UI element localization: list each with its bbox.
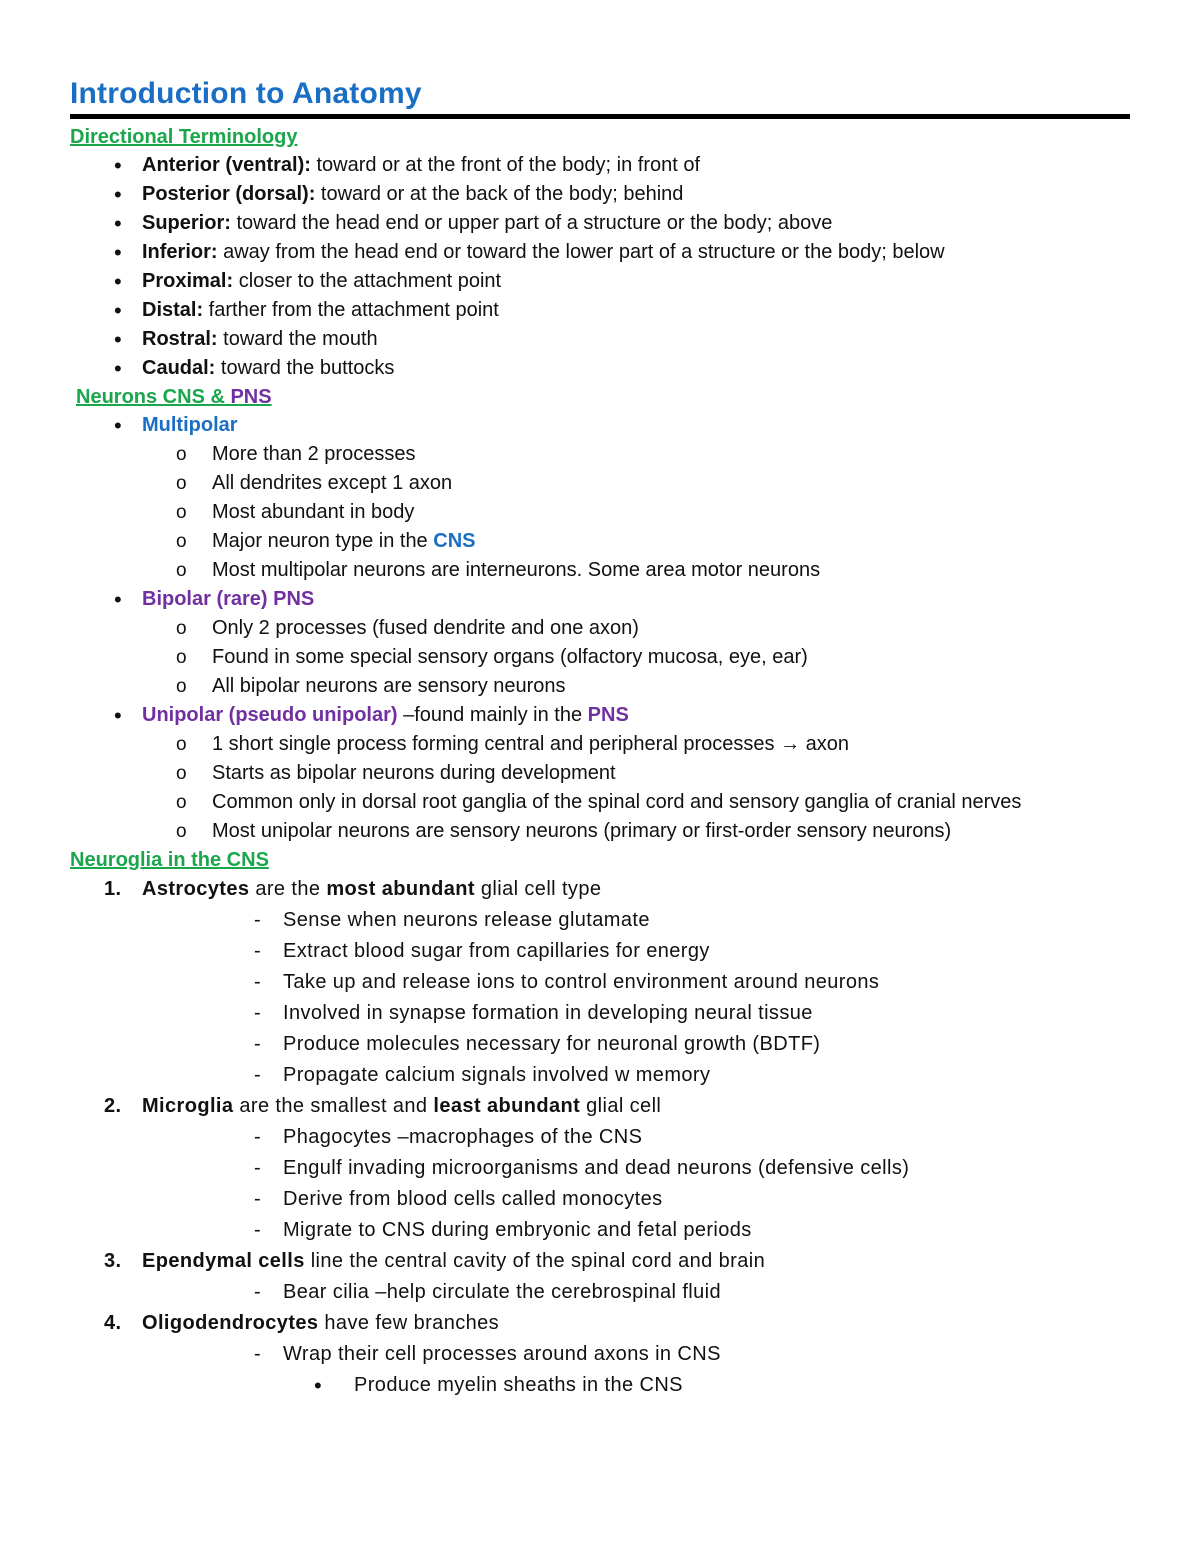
emphasis: most abundant (326, 878, 475, 900)
list-item (70, 354, 1130, 383)
term: Rostral: (142, 328, 218, 350)
bullet-icon: • (314, 1373, 323, 1398)
sub-text: Only 2 processes (fused dendrite and one axon) (212, 617, 639, 639)
sub-item (70, 643, 1130, 672)
sub-text: Produce myelin sheaths in the CNS (354, 1374, 683, 1396)
definition: toward or at the back of the body; behind (315, 183, 684, 205)
term: Distal: (142, 299, 204, 321)
dash-marker: - (254, 1157, 262, 1179)
sub-item (70, 614, 1130, 643)
circle-bullet-icon: o (176, 444, 187, 465)
circle-bullet-icon: o (176, 473, 187, 494)
list-item (70, 180, 1130, 209)
dash-item (70, 1339, 1130, 1370)
arrow-right-icon: → (780, 733, 801, 755)
heading-pns: PNS (230, 386, 272, 408)
dash-marker: - (254, 1002, 262, 1024)
page-title: Introduction to Anatomy (70, 77, 422, 110)
sub-text: Involved in synapse formation in developing neural tissue (283, 1002, 813, 1024)
term: Superior: (142, 212, 231, 234)
item-number: 2. (104, 1095, 122, 1117)
list-item-bipolar (70, 585, 1130, 614)
sub-text: Take up and release ions to control environment around neurons (283, 971, 880, 993)
circle-bullet-icon: o (176, 763, 187, 784)
list-item-multipolar (70, 411, 1130, 440)
dash-marker: - (254, 1219, 262, 1241)
dash-marker: - (254, 1281, 262, 1303)
list-item (70, 296, 1130, 325)
list-item (70, 209, 1130, 238)
sub-text: Phagocytes –macrophages of the CNS (283, 1126, 643, 1148)
definition: farther from the attachment point (203, 299, 499, 321)
dash-item (70, 967, 1130, 998)
bullet-icon: • (114, 211, 122, 236)
term: Astrocytes (142, 878, 250, 900)
text: have few branches (318, 1312, 500, 1334)
bullet-icon: • (114, 327, 122, 352)
numbered-item (70, 874, 1130, 905)
sub-item (70, 527, 1130, 556)
circle-bullet-icon: o (176, 560, 187, 581)
sub-text: Most unipolar neurons are sensory neurons (primary or first-order sensory neurons) (212, 820, 952, 842)
bullet-icon: • (114, 587, 122, 612)
dash-marker: - (254, 1033, 262, 1055)
term: Proximal: (142, 270, 234, 292)
term: Ependymal cells (142, 1250, 305, 1272)
term: Anterior (ventral): (142, 154, 311, 176)
section-heading-neurons (70, 383, 1130, 411)
item-number: 4. (104, 1312, 122, 1334)
neuron-type-label: Unipolar (pseudo unipolar) (142, 704, 398, 726)
bullet-icon: • (114, 269, 122, 294)
list-item (70, 267, 1130, 296)
section-heading-directional: Directional Terminology (70, 126, 298, 148)
bullet-icon: • (114, 413, 122, 438)
sub-sub-item (70, 1370, 1130, 1401)
text: glial cell (580, 1095, 662, 1117)
list-item (70, 151, 1130, 180)
sub-text: Extract blood sugar from capillaries for energy (283, 940, 710, 962)
circle-bullet-icon: o (176, 792, 187, 813)
circle-bullet-icon: o (176, 502, 187, 523)
numbered-item (70, 1091, 1130, 1122)
sub-item (70, 469, 1130, 498)
sub-item (70, 730, 1130, 759)
circle-bullet-icon: o (176, 531, 187, 552)
term: Inferior: (142, 241, 218, 263)
definition: toward or at the front of the body; in front of (310, 154, 701, 176)
sub-item (70, 759, 1130, 788)
sub-item (70, 817, 1130, 846)
bullet-icon: • (114, 703, 122, 728)
bullet-icon: • (114, 153, 122, 178)
dash-marker: - (254, 1064, 262, 1086)
neuron-type-label: Bipolar (rare) PNS (142, 588, 315, 610)
sub-item (70, 672, 1130, 701)
dash-item (70, 936, 1130, 967)
sub-item (70, 556, 1130, 585)
pns-term: PNS (587, 704, 629, 726)
emphasis: least abundant (433, 1095, 581, 1117)
dash-marker: - (254, 1126, 262, 1148)
sub-text: Most multipolar neurons are interneurons. Some area motor neurons (212, 559, 821, 581)
numbered-item (70, 1246, 1130, 1277)
dash-item (70, 1029, 1130, 1060)
term: Oligodendrocytes (142, 1312, 319, 1334)
neuron-type-label: Multipolar (142, 414, 238, 436)
circle-bullet-icon: o (176, 821, 187, 842)
dash-item (70, 1184, 1130, 1215)
list-item (70, 238, 1130, 267)
dash-marker: - (254, 1188, 262, 1210)
sub-text: Propagate calcium signals involved w memory (283, 1064, 711, 1086)
section-heading-neuroglia: Neuroglia in the CNS (70, 849, 269, 871)
cns-term: CNS (433, 530, 476, 552)
axon-text: axon (800, 733, 850, 755)
dash-item (70, 905, 1130, 936)
unipolar-rest: –found mainly in the (397, 704, 588, 726)
text: are the smallest and (233, 1095, 434, 1117)
sub-text: Most abundant in body (212, 501, 415, 523)
dash-item (70, 1215, 1130, 1246)
circle-bullet-icon: o (176, 676, 187, 697)
sub-text: Sense when neurons release glutamate (283, 909, 650, 931)
sub-text: Starts as bipolar neurons during development (212, 762, 616, 784)
dash-item (70, 1277, 1130, 1308)
definition: closer to the attachment point (233, 270, 502, 292)
sub-text: Produce molecules necessary for neuronal growth (BDTF) (283, 1033, 821, 1055)
dash-marker: - (254, 909, 262, 931)
list-item-unipolar (70, 701, 1130, 730)
text: glial cell type (474, 878, 602, 900)
heading-part: Neurons CNS & (76, 386, 231, 408)
bullet-icon: • (114, 356, 122, 381)
dash-item (70, 1060, 1130, 1091)
definition: away from the head end or toward the lower part of a structure or the body; below (217, 241, 945, 263)
sub-item (70, 440, 1130, 469)
definition: toward the buttocks (215, 357, 395, 379)
dash-item (70, 1122, 1130, 1153)
dash-marker: - (254, 971, 262, 993)
text: line the central cavity of the spinal cord and brain (304, 1250, 766, 1272)
circle-bullet-icon: o (176, 647, 187, 668)
dash-item (70, 1153, 1130, 1184)
bullet-icon: • (114, 240, 122, 265)
title-rule (70, 114, 1130, 119)
document-page (70, 74, 1130, 1401)
term: Posterior (dorsal): (142, 183, 316, 205)
term: Caudal: (142, 357, 216, 379)
circle-bullet-icon: o (176, 618, 187, 639)
sub-text: More than 2 processes (212, 443, 416, 465)
sub-text: Common only in dorsal root ganglia of the spinal cord and sensory ganglia of cranial nerves (212, 791, 1022, 813)
list-item (70, 325, 1130, 354)
sub-item (70, 498, 1130, 527)
circle-bullet-icon: o (176, 734, 187, 755)
bullet-icon: • (114, 182, 122, 207)
sub-text: All bipolar neurons are sensory neurons (212, 675, 566, 697)
bullet-icon: • (114, 298, 122, 323)
text: are the (249, 878, 327, 900)
item-number: 3. (104, 1250, 122, 1272)
dash-marker: - (254, 1343, 262, 1365)
definition: toward the mouth (217, 328, 378, 350)
sub-text: Migrate to CNS during embryonic and fetal periods (283, 1219, 752, 1241)
sub-text: All dendrites except 1 axon (212, 472, 453, 494)
sub-text: Major neuron type in the (212, 530, 434, 552)
sub-text: Found in some special sensory organs (olfactory mucosa, eye, ear) (212, 646, 808, 668)
dash-marker: - (254, 940, 262, 962)
definition: toward the head end or upper part of a structure or the body; above (230, 212, 833, 234)
sub-text: Engulf invading microorganisms and dead neurons (defensive cells) (283, 1157, 910, 1179)
dash-item (70, 998, 1130, 1029)
term: Microglia (142, 1095, 234, 1117)
sub-text: Wrap their cell processes around axons in CNS (283, 1343, 721, 1365)
numbered-item (70, 1308, 1130, 1339)
sub-item (70, 788, 1130, 817)
item-number: 1. (104, 878, 122, 900)
sub-text: 1 short single process forming central and peripheral processes (212, 733, 781, 755)
sub-text: Bear cilia –help circulate the cerebrospinal fluid (283, 1281, 722, 1303)
sub-text: Derive from blood cells called monocytes (283, 1188, 663, 1210)
